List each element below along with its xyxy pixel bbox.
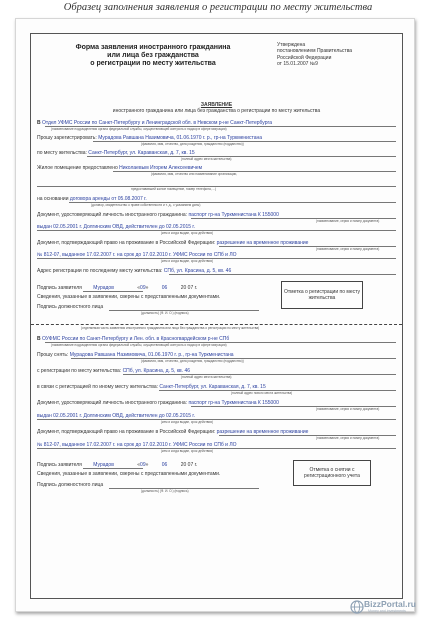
- field-underline: [169, 274, 396, 275]
- globe-icon: [350, 600, 364, 614]
- field-underline: [37, 419, 396, 420]
- part1-official-row: Подпись должностного лица: [37, 304, 104, 310]
- field-underline: [93, 141, 396, 142]
- field-hint: (должность) (Ф. И. О.) (подпись): [141, 311, 189, 315]
- field-hint: (наименование, серия и номер документа): [316, 436, 380, 440]
- part1-prev-address-row: Адрес регистрации по последнему месту жительства: СПб, ул. Красина, д. 5, кв. 46: [37, 268, 232, 274]
- field-hint: (наименование подразделения органа федеральной службы, осуществляющей контроль и надзор в сфере миграции): [51, 343, 227, 347]
- part1-month[interactable]: 06: [161, 285, 168, 291]
- part2-residence-issued-value[interactable]: № 812-07, выданное 17.02.2007 г. на срок до 17.02.2010 г. УФМС России по СПб и ЛО: [37, 442, 237, 448]
- form-frame: [30, 33, 403, 599]
- part1-authority-value[interactable]: Отдел УФМС России по Санкт-Петербургу и Ленинградской обл. в Невском р-не Санкт-Петербурга: [42, 120, 273, 126]
- field-hint: (наименование подразделения органа федеральной службы, осуществляющей контроль и надзор в сфере миграции): [51, 127, 227, 131]
- watermark-tagline: Money and investments: [368, 609, 406, 613]
- part2-year: 20 07 г.: [180, 462, 198, 468]
- field-hint: (полный адрес нового места жительства): [231, 391, 293, 395]
- part1-prev-address-value[interactable]: СПб, ул. Красина, д. 5, кв. 46: [163, 268, 232, 274]
- field-hint: (договор, свидетельство о праве собственности и т. д., с указанием даты): [91, 203, 201, 207]
- field-hint: (кем и когда выдан, срок действия): [161, 420, 214, 424]
- field-hint: предоставившей жилое помещение, номер телефона, ...): [131, 187, 217, 191]
- field-underline: [37, 186, 396, 187]
- field-hint: (наименование, серия и номер документа): [316, 247, 380, 251]
- part1-address-row: по месту жительства: Санкт-Петербург, ул. Караванская, д. 7, кв. 15: [37, 150, 195, 156]
- part1-housing-row: Жилое помещение предоставлено Николаевым Игорем Алексеевичем: [37, 165, 203, 171]
- part2-from-row: с регистрации по месту жительства: СПб, ул. Красина, д. 5, кв. 46: [37, 368, 191, 374]
- part2-id-doc-row: Документ, удостоверяющий личность иностранного гражданина: паспорт гр-на Туркменистана К 155000: [37, 400, 279, 406]
- approval-line: Российской Федерации: [277, 54, 332, 61]
- part1-id-doc-row: Документ, удостоверяющий личность иностранного гражданина: паспорт гр-на Туркменистана К 155000: [37, 212, 279, 218]
- field-hint: (полный адрес места жительства): [181, 157, 232, 161]
- page-caption: Образец заполнения заявления о регистрации по месту жительства: [63, 2, 373, 13]
- statement-subtitle: иностранного гражданина или лица без гражданства о регистрации по месту жительства: [112, 108, 321, 114]
- part1-residence-doc-row: Документ, подтверждающий право на проживание в Российской Федерации: разрешение на временное проживание: [37, 240, 309, 246]
- part2-applicant-row: Прошу снять: Мурадова Равшана Назимовича, 01.06.1970 г. р., гр-на Туркменистана: [37, 352, 234, 358]
- field-hint: (наименование, серия и номер документа): [316, 407, 380, 411]
- field-hint: (кем и когда выдан, срок действия): [161, 259, 214, 263]
- field-underline: [83, 291, 143, 292]
- cut-line: [31, 324, 402, 325]
- approval-line: Утверждена: [277, 42, 306, 48]
- part2-id-issued-value[interactable]: выдан 02.05.2001 г. Долгинским ОВД, действителен до 02.05.2015 г.: [37, 413, 196, 419]
- part1-residence-doc-value[interactable]: разрешение на временное проживание: [216, 240, 309, 246]
- cut-hint: (отделяемая часть заявления иностранного гражданина или лица без гражданства о регистрации по месту жительства): [81, 326, 260, 330]
- part2-authority-value[interactable]: ОУФМС России по Санкт-Петербургу и Лен. обл. в Красногвардейском р-не СПб: [42, 336, 230, 342]
- part2-day[interactable]: 09: [140, 462, 146, 468]
- field-underline: [37, 258, 396, 259]
- part2-reason-value[interactable]: Санкт-Петербург, ул. Караванская, д. 7, кв. 15: [159, 384, 266, 390]
- part2-id-doc-value[interactable]: паспорт гр-на Туркменистана К 155000: [188, 400, 279, 406]
- part1-basis-row: на основании договора аренды от 05.08.2007 г.: [37, 196, 147, 202]
- part2-authority-row: В ОУФМС России по Санкт-Петербургу и Лен. обл. в Красногвардейском р-не СПб: [37, 336, 230, 342]
- field-hint: (наименование, серия и номер документа): [316, 219, 380, 223]
- form-title-line: или лица без гражданства: [107, 52, 199, 59]
- part1-year: 20 07 г.: [180, 285, 198, 291]
- part2-applicant-value[interactable]: Мурадова Равшана Назимовича, 01.06.1970 г. р., гр-на Туркменистана: [69, 352, 234, 358]
- part1-residence-issued-value[interactable]: № 812-07, выданное 17.02.2007 г. на срок до 17.02.2010 г. УФМС России по СПб и ЛО: [37, 252, 237, 258]
- part1-applicant-row: Прошу зарегистрировать: Мурадова Равшана Назимовича, 01.06.1970 г. р., гр-на Туркменистана: [37, 135, 263, 141]
- part1-day[interactable]: 09: [140, 285, 146, 291]
- part1-id-doc-value[interactable]: паспорт гр-на Туркменистана К 155000: [188, 212, 279, 218]
- part2-from-value[interactable]: СПб, ул. Красина, д. 5, кв. 46: [122, 368, 191, 374]
- form-title-line: о регистрации по месту жительства: [90, 60, 216, 67]
- field-underline: [37, 230, 396, 231]
- part2-signature-row: Подпись заявителя Мурадов «09» 06 20 07 г.: [37, 462, 198, 468]
- part2-month[interactable]: 06: [161, 462, 168, 468]
- application-form-sheet: [15, 18, 415, 612]
- form-title: [53, 44, 253, 68]
- part1-applicant-value[interactable]: Мурадова Равшана Назимовича, 01.06.1970 г. р., гр-на Туркменистана: [98, 135, 263, 141]
- part2-official-row: Подпись должностного лица: [37, 482, 104, 488]
- deregistration-stamp-box: Отметка о снятии с регистрационного учета: [293, 460, 371, 486]
- watermark-name: BizzPortal.ru: [364, 599, 416, 609]
- part2-reason-row: в связи с регистрацией по иному месту жительства: Санкт-Петербург, ул. Караванская, д. 7, кв. 15: [37, 384, 266, 390]
- field-hint: (кем и когда выдан, срок действия): [161, 449, 214, 453]
- statement-title: ЗАЯВЛЕНИЕ: [200, 102, 233, 108]
- approval-note: [277, 42, 407, 68]
- field-underline: [87, 156, 396, 157]
- field-hint: (кем и когда выдан, срок действия): [161, 231, 214, 235]
- form-title-line: Форма заявления иностранного гражданина: [75, 44, 231, 51]
- field-underline: [123, 374, 396, 375]
- part1-id-issued-value[interactable]: выдан 02.05.2001 г. Долгинским ОВД, действителен до 02.05.2015 г.: [37, 224, 196, 230]
- approval-line: постановлением Правительства: [277, 48, 353, 55]
- statement-heading: [31, 102, 402, 114]
- registration-stamp-box: Отметка о регистрации по месту жительства: [281, 281, 363, 309]
- field-hint: (фамилия, имя, отчество или наименование организации,: [151, 172, 238, 176]
- part1-signature-row: Подпись заявителя Мурадов «09» 06 20 07 г.: [37, 285, 198, 291]
- approval-line: от 15.01.2007 №9: [277, 61, 318, 68]
- part2-verified-note: Сведения, указанные в заявлении, сверены с представленными документами.: [37, 471, 221, 477]
- field-hint: (фамилия, имя, отчество, дата рождения, гражданство (подданство)): [141, 142, 244, 146]
- part1-address-value[interactable]: Санкт-Петербург, ул. Караванская, д. 7, кв. 15: [88, 150, 195, 156]
- part1-signature-value[interactable]: Мурадов: [93, 285, 114, 291]
- part2-residence-doc-row: Документ, подтверждающий право на проживание в Российской Федерации: разрешение на временное проживание: [37, 429, 309, 435]
- part1-verified-note: Сведения, указанные в заявлении, сверены с представленными документами.: [37, 294, 221, 300]
- part2-signature-value[interactable]: Мурадов: [93, 462, 114, 468]
- field-underline: [83, 468, 143, 469]
- bizzportal-watermark: [350, 598, 432, 618]
- field-underline: [37, 448, 396, 449]
- part2-residence-doc-value[interactable]: разрешение на временное проживание: [216, 429, 309, 435]
- part1-basis-value[interactable]: договора аренды от 05.08.2007 г.: [69, 196, 147, 202]
- field-hint: (должность) (Ф. И. О.) (подпись): [141, 489, 189, 493]
- field-hint: (фамилия, имя, отчество, дата рождения, гражданство (подданство)): [141, 359, 244, 363]
- field-hint: (полный адрес места жительства): [181, 375, 232, 379]
- part1-housing-value[interactable]: Николаевым Игорем Алексеевичем: [119, 165, 203, 171]
- part1-authority-row: В Отдел УФМС России по Санкт-Петербургу и Ленинградской обл. в Невском р-не Санкт-Петербурга: [37, 120, 273, 126]
